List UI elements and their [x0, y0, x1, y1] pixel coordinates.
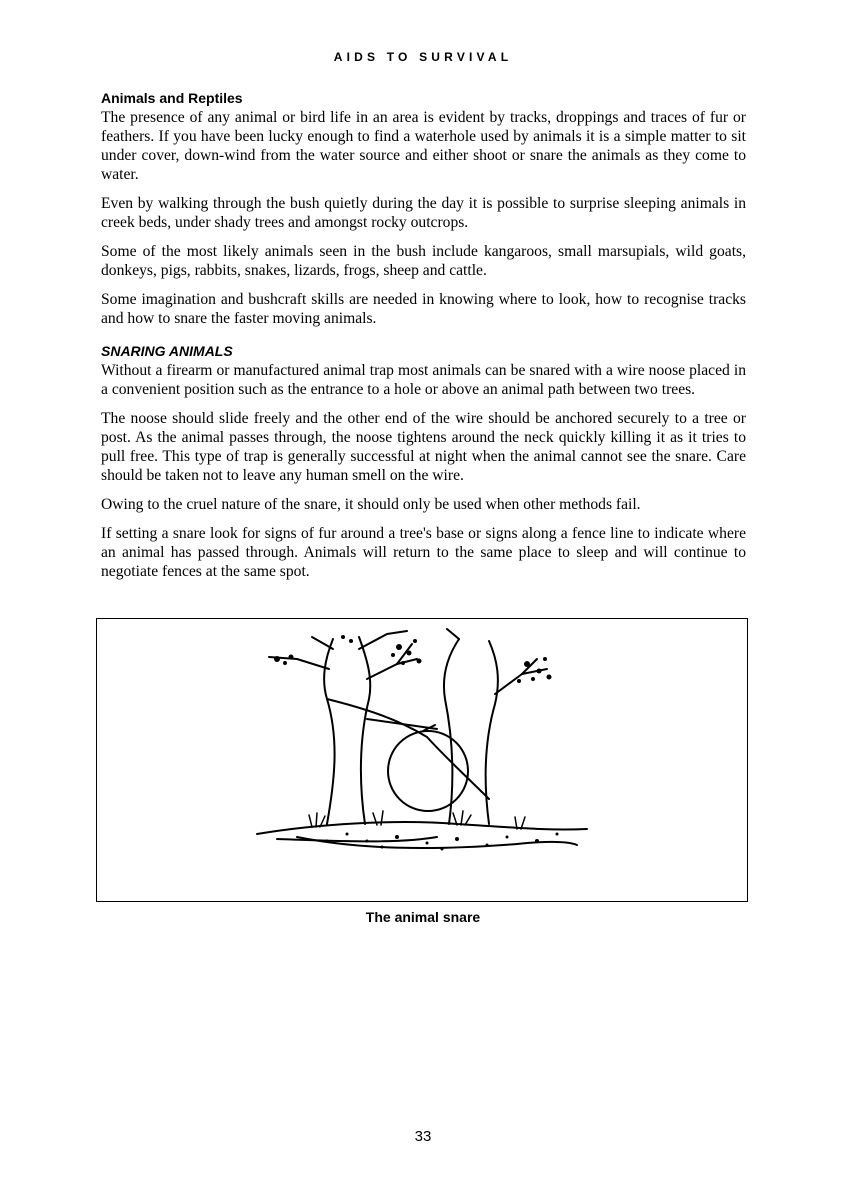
section-heading-animals-reptiles: Animals and Reptiles	[101, 90, 243, 106]
figure-frame	[96, 618, 748, 902]
page-number: 33	[414, 1128, 432, 1145]
figure-caption: The animal snare	[365, 909, 481, 925]
paragraph: The noose should slide freely and the other end of the wire should be anchored securely to a tree or post. As the animal passes through, the noose tightens around the neck quickly killing it as it tries to pull free. This type of trap is generally successful at night when the animal cannot see the snare. Care should be taken not to leave any human smell on the wire.	[101, 410, 746, 484]
section-heading-snaring-animals: SNARING ANIMALS	[101, 343, 233, 359]
snare-illustration	[97, 619, 747, 901]
paragraph: Without a firearm or manufactured animal trap most animals can be snared with a wire noose placed in a convenient position such as the entrance to a hole or above an animal path between two trees.	[101, 362, 746, 398]
paragraph: If setting a snare look for signs of fur around a tree's base or signs along a fence line to indicate where an animal has passed through. Animals will return to the same place to sleep and will continue to negotiate fences at the same spot.	[101, 525, 746, 580]
paragraph: The presence of any animal or bird life in an area is evident by tracks, droppings and traces of fur or feathers. If you have been lucky enough to find a waterhole used by animals it is a simple matter to sit under cover, down-wind from the water source and either shoot or snare the animals as they come to water.	[101, 109, 746, 183]
main-content	[101, 89, 746, 591]
paragraph: Owing to the cruel nature of the snare, it should only be used when other methods fail.	[101, 496, 641, 513]
running-header: AIDS TO SURVIVAL	[333, 50, 513, 64]
paragraph: Some imagination and bushcraft skills are needed in knowing where to look, how to recognise tracks and how to snare the faster moving animals.	[101, 291, 746, 327]
paragraph: Even by walking through the bush quietly during the day it is possible to surprise sleeping animals in creek beds, under shady trees and amongst rocky outcrops.	[101, 195, 746, 231]
paragraph: Some of the most likely animals seen in the bush include kangaroos, small marsupials, wild goats, donkeys, pigs, rabbits, snakes, lizards, frogs, sheep and cattle.	[101, 243, 746, 279]
